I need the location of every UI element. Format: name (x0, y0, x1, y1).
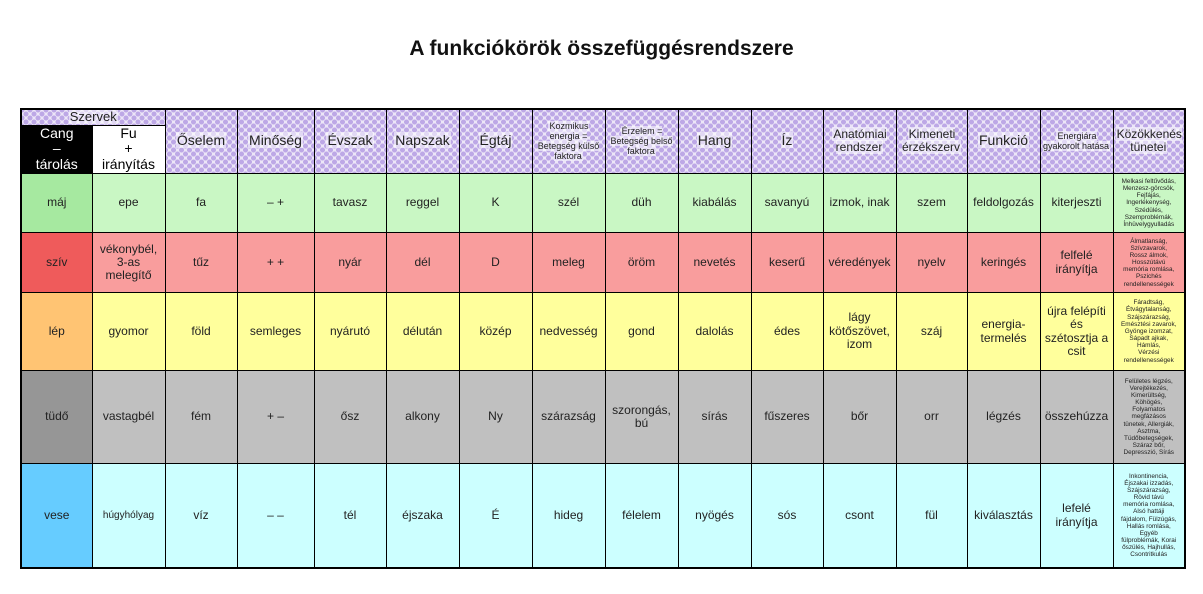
header-cang: Cang – tárolás (21, 125, 92, 173)
symptom-line: Fáradtság, (1133, 299, 1165, 307)
symptom-line: Kimerültség, (1130, 391, 1167, 399)
symptom-line: Verejtékezés, (1129, 384, 1168, 392)
table-cell: fűszeres (751, 371, 823, 464)
symptom-line: Tüdőbetegségek, (1124, 435, 1174, 442)
symptom-line: Szemproblémák, (1124, 213, 1173, 221)
table-cell: izmok, inak (823, 173, 896, 233)
table-cell: tavasz (314, 173, 386, 233)
symptom-line: Egyéb (1139, 529, 1158, 537)
table-cell: kiválasztás (967, 464, 1040, 568)
symptom-line: Köhögés, (1135, 399, 1163, 407)
fu-organ: húgyhólyag (92, 464, 165, 568)
header-oselem: Őselem (165, 109, 237, 173)
table-cell: édes (751, 293, 823, 371)
table-cell: lefelé irányítja (1040, 464, 1113, 568)
cang-organ: vese (21, 464, 92, 568)
table-cell: éjszaka (386, 464, 459, 568)
table-cell: szorongás, bú (605, 371, 678, 464)
table-cell: kiabálás (678, 173, 751, 233)
header-kozmikus-energia: Kozmikus energia = Betegség külső faktora (532, 109, 605, 173)
table-cell: kiterjeszti (1040, 173, 1113, 233)
page-title: A funkciókörök összefüggésrendszere (409, 37, 794, 60)
symptom-line: Menzesz-görcsök, (1122, 185, 1175, 192)
header-minoseg: Minőség (237, 109, 314, 173)
symptom-line: Folyamatos (1132, 406, 1166, 414)
header-kimeneti-erzekszerv: Kimeneti érzékszerv (896, 109, 967, 173)
table-cell: tűz (165, 233, 237, 293)
symptom-line: Száraz bőr, (1132, 442, 1165, 450)
table-cell: lágy kötőszövet, izom (823, 293, 896, 371)
symptom-line: Inkontinencia, (1129, 472, 1169, 480)
symptom-line: fülproblémák, Korai (1121, 537, 1177, 545)
symptom-line: Asztma, (1137, 427, 1161, 435)
symptom-line: fájdalom, Fülzúgás, (1121, 515, 1177, 523)
table-cell: felfelé irányítja (1040, 233, 1113, 293)
table-cell: keringés (967, 233, 1040, 293)
symptom-line: Étvágytalanság, (1126, 306, 1172, 314)
header-energiara-hatasa: Energiára gyakorolt hatása (1040, 109, 1113, 173)
symptom-line: megfázásos (1131, 413, 1166, 421)
table-cell: hideg (532, 464, 605, 568)
symptom-line: rendellenességek (1123, 356, 1174, 364)
symptom-line: Vérzési (1138, 349, 1160, 357)
fu-organ: gyomor (92, 293, 165, 371)
symptom-line: Szédülés, (1134, 206, 1163, 214)
header-napszak: Napszak (386, 109, 459, 173)
symptom-line: memória romlása, (1123, 266, 1175, 274)
symptoms-cell (1113, 293, 1185, 371)
header-hang: Hang (678, 109, 751, 173)
table-cell: víz (165, 464, 237, 568)
cang-organ: szív (21, 233, 92, 293)
table-cell: K (459, 173, 532, 233)
header-iz: Íz (751, 109, 823, 173)
table-cell: + + (237, 233, 314, 293)
table-cell: dél (386, 233, 459, 293)
table-cell: közép (459, 293, 532, 371)
header-evszak: Évszak (314, 109, 386, 173)
symptom-line: Emésztési zavarok, (1121, 320, 1177, 328)
symptom-line: Pszichés (1135, 273, 1162, 281)
symptom-line: Szívzavarok, (1130, 244, 1168, 252)
symptom-line: Ingerlékenység, (1126, 199, 1172, 207)
table-cell: fül (896, 464, 967, 568)
table-cell: nedvesség (532, 293, 605, 371)
fu-organ: epe (92, 173, 165, 233)
symptoms-cell (1113, 371, 1185, 464)
table-cell: szem (896, 173, 967, 233)
header-funkcio: Funkció (967, 109, 1040, 173)
symptom-line: Hallás romlása, (1126, 522, 1171, 530)
symptom-line: őszülés, Hajhullás, (1122, 544, 1176, 552)
table-cell: félelem (605, 464, 678, 568)
table-cell: ősz (314, 371, 386, 464)
table-cell: – – (237, 464, 314, 568)
table-cell: nyár (314, 233, 386, 293)
symptom-line: Álmatlanság, (1130, 237, 1168, 245)
table-cell: sós (751, 464, 823, 568)
table-cell: nyögés (678, 464, 751, 568)
table-row (21, 173, 1185, 233)
table-cell: savanyú (751, 173, 823, 233)
symptom-line: Depresszió, Sírás (1123, 449, 1174, 457)
table-cell: száj (896, 293, 967, 371)
table-cell: keserű (751, 233, 823, 293)
table-cell: bőr (823, 371, 896, 464)
symptom-line: Hosszútávú (1132, 259, 1166, 267)
symptoms-cell (1113, 173, 1185, 233)
symptom-line: Sápadt ajkak, (1129, 335, 1169, 343)
header-fu: Fu + irányítás (92, 125, 165, 173)
table-cell: fa (165, 173, 237, 233)
table-row (21, 464, 1185, 568)
table-cell: fém (165, 371, 237, 464)
table-cell: – + (237, 173, 314, 233)
header-erzelem: Érzelem = Betegség belső faktora (605, 109, 678, 173)
table-cell: nevetés (678, 233, 751, 293)
header-egtaj: Égtáj (459, 109, 532, 173)
table-row (21, 293, 1185, 371)
table-cell: újra felépíti és szétosztja a csit (1040, 293, 1113, 371)
symptom-line: tünetek, Allergiák, (1123, 420, 1174, 428)
table-cell: nyelv (896, 233, 967, 293)
header-anatomiai-rendszer: Anatómiai rendszer (823, 109, 896, 173)
table-cell: nyárutó (314, 293, 386, 371)
table-cell: orr (896, 371, 967, 464)
header-tunetei: Közökkenés tünetei (1113, 109, 1185, 173)
table-row (21, 371, 1185, 464)
cang-organ: tüdő (21, 371, 92, 464)
symptom-line: memória romlása, (1123, 501, 1175, 509)
symptom-line: Csontritkulás (1130, 551, 1168, 559)
symptoms-cell (1113, 464, 1185, 568)
symptom-line: Gyönge izomzat, (1124, 327, 1173, 335)
symptom-line: Melkasi feltűvődás, (1121, 177, 1176, 185)
header-szervek: Szervek (21, 109, 165, 125)
table-cell: Ny (459, 371, 532, 464)
symptoms-cell (1113, 233, 1185, 293)
table-cell: gond (605, 293, 678, 371)
fu-organ: vastagbél (92, 371, 165, 464)
table-cell: tél (314, 464, 386, 568)
symptom-line: Ínhüvelygyulladás (1123, 220, 1175, 228)
symptom-line: Alsó hattáji (1133, 508, 1165, 516)
cang-organ: máj (21, 173, 92, 233)
table-row (21, 233, 1185, 293)
table-cell: sírás (678, 371, 751, 464)
symptom-line: Szájszárazság, (1127, 313, 1171, 321)
symptom-line: Rossz álmok, (1129, 251, 1168, 259)
table-cell: véredények (823, 233, 896, 293)
table-cell: reggel (386, 173, 459, 233)
table-cell: föld (165, 293, 237, 371)
symptom-line: Szájszárazság, (1127, 486, 1171, 494)
table-cell: + – (237, 371, 314, 464)
symptom-line: Fejfájás, (1136, 192, 1161, 200)
symptom-line: Rövid távú (1133, 494, 1164, 502)
table-cell: szárazság (532, 371, 605, 464)
table-cell: délután (386, 293, 459, 371)
table-cell: összehúzza (1040, 371, 1113, 464)
fu-organ: vékonybél, 3-as melegítő (92, 233, 165, 293)
table-cell: É (459, 464, 532, 568)
table-cell: feldolgozás (967, 173, 1040, 233)
table-cell: alkony (386, 371, 459, 464)
table-cell: légzés (967, 371, 1040, 464)
symptom-line: rendellenességek (1123, 280, 1174, 288)
table-cell: meleg (532, 233, 605, 293)
table-cell: öröm (605, 233, 678, 293)
table-cell: szél (532, 173, 605, 233)
table-cell: csont (823, 464, 896, 568)
table-cell: düh (605, 173, 678, 233)
symptom-line: Hámlás, (1137, 342, 1161, 350)
table-cell: semleges (237, 293, 314, 371)
symptom-line: Éjszakai izzadás, (1124, 479, 1174, 487)
table-cell: dalolás (678, 293, 751, 371)
cang-organ: lép (21, 293, 92, 371)
table-cell: energia-termelés (967, 293, 1040, 371)
function-table (20, 108, 1186, 569)
symptom-line: Felületes légzés, (1124, 377, 1173, 385)
table-cell: D (459, 233, 532, 293)
